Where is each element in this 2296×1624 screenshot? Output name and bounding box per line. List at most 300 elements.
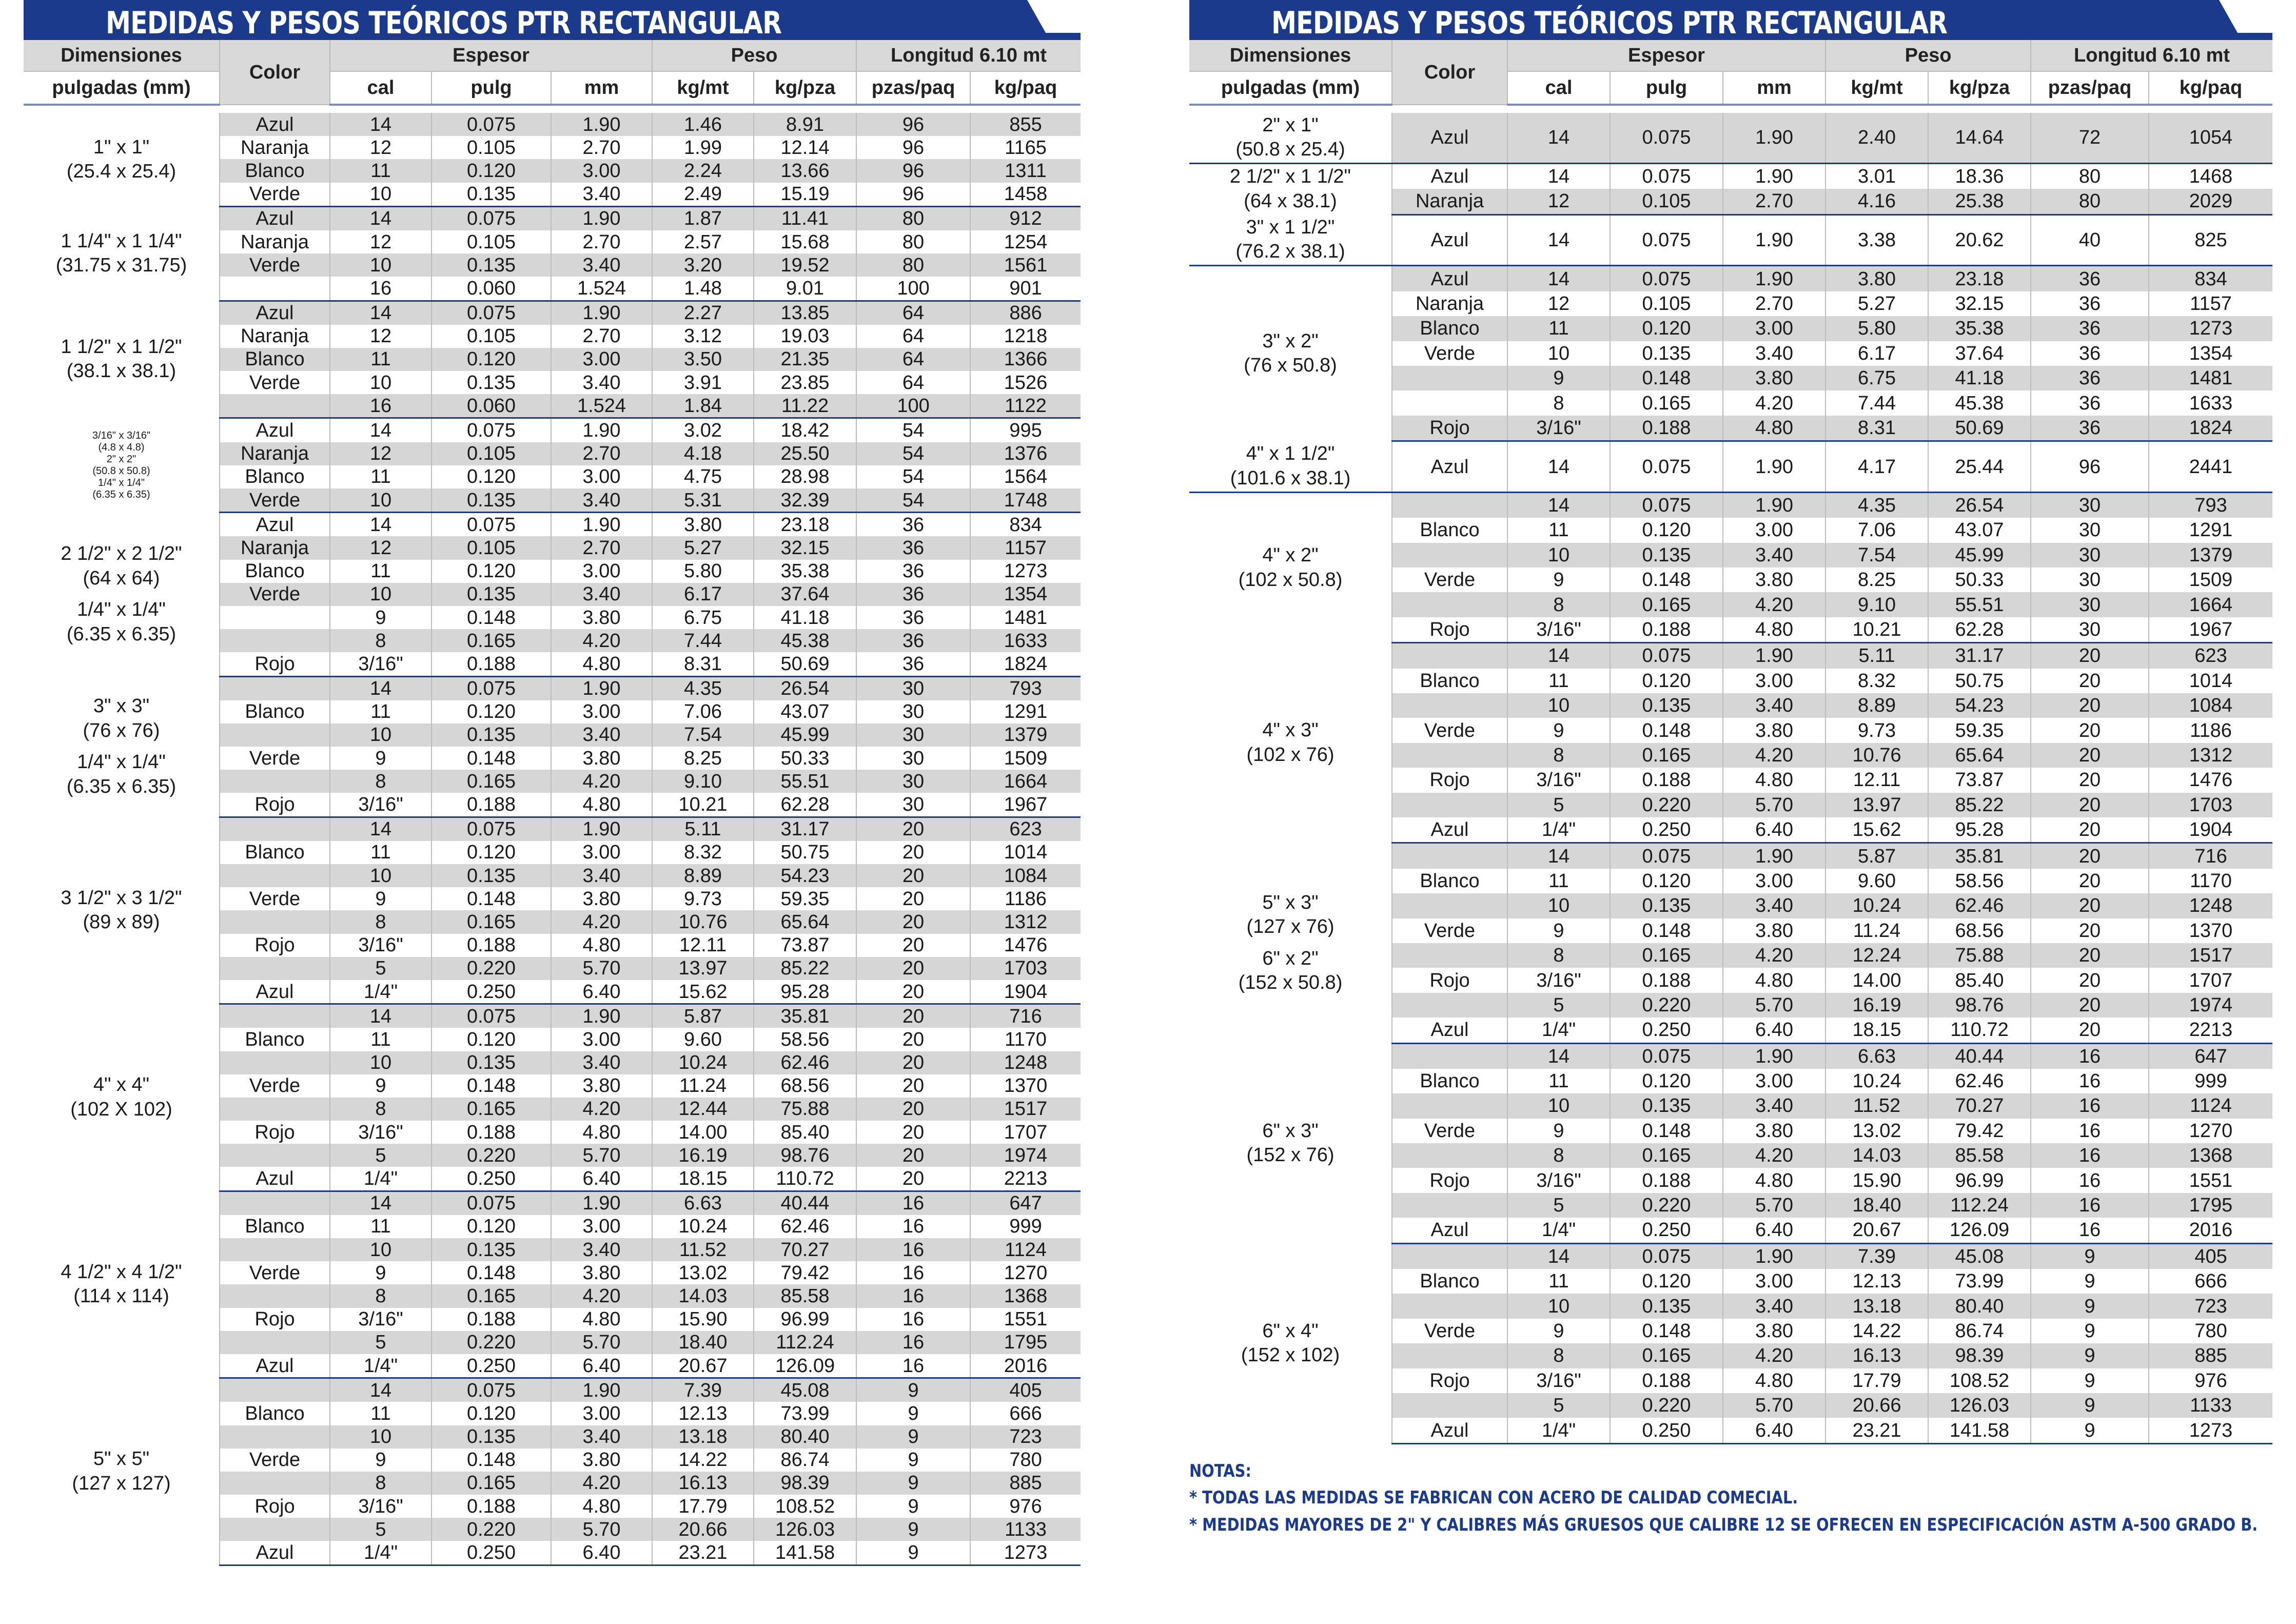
cell-cal: 14	[1507, 1243, 1610, 1269]
cell-color: Verde	[220, 887, 330, 910]
table-row	[24, 418, 1081, 442]
cell-pulg: 0.188	[1610, 617, 1723, 643]
cell-kg-mt: 8.89	[1826, 693, 1928, 718]
cell-mm: 3.80	[551, 1449, 652, 1472]
notes-line-1: * TODAS LAS MEDIDAS SE FABRICAN CON ACERO DE CALIDAD COMECIAL.	[1189, 1488, 1798, 1509]
cell-kg-mt: 3.50	[652, 348, 754, 371]
cell-mm: 4.20	[551, 629, 652, 652]
cell-kg-mt: 2.27	[652, 301, 754, 325]
cell-kg-mt: 3.20	[652, 253, 754, 277]
cell-kg-pza: 73.99	[1928, 1269, 2031, 1294]
cell-kg-mt: 14.00	[1826, 968, 1928, 992]
cell-color: Azul	[220, 980, 330, 1004]
cell-pzas-paq: 20	[856, 1028, 970, 1051]
cell-mm: 1.90	[551, 676, 652, 700]
cell-kg-pza: 50.69	[754, 652, 856, 676]
cell-pulg: 0.075	[431, 676, 551, 700]
cell-kg-pza: 23.18	[1928, 266, 2031, 291]
cell-kg-paq: 1633	[2149, 390, 2272, 415]
cell-pulg: 0.120	[431, 700, 551, 723]
cell-pulg: 0.220	[1610, 993, 1723, 1018]
cell-cal: 8	[330, 770, 431, 793]
cell-color	[1392, 543, 1507, 568]
cell-pzas-paq: 16	[2031, 1093, 2149, 1118]
cell-pzas-paq: 20	[856, 1121, 970, 1144]
cell-pzas-paq: 9	[856, 1449, 970, 1472]
cell-color	[1392, 1343, 1507, 1368]
cell-cal: 14	[330, 113, 431, 136]
notes-heading: NOTAS:	[1189, 1460, 1251, 1481]
dimension-line: (76 x 76)	[83, 719, 160, 741]
cell-pulg: 0.148	[1610, 918, 1723, 943]
cell-mm: 6.40	[551, 1354, 652, 1378]
cell-color	[220, 676, 330, 700]
cell-pulg: 0.148	[431, 606, 551, 629]
cell-pzas-paq: 16	[856, 1261, 970, 1284]
cell-kg-paq: 2441	[2149, 441, 2272, 493]
cell-kg-paq: 1186	[970, 887, 1081, 910]
cell-color	[220, 957, 330, 980]
cell-kg-mt: 8.89	[652, 864, 754, 887]
cell-pulg: 0.135	[431, 723, 551, 747]
cell-cal: 1/4"	[330, 1541, 431, 1565]
cell-pzas-paq: 30	[856, 770, 970, 793]
cell-cal: 3/16"	[330, 934, 431, 957]
cell-mm: 2.70	[1723, 189, 1826, 214]
cell-cal: 10	[330, 864, 431, 887]
cell-color	[220, 1472, 330, 1495]
cell-pzas-paq: 20	[2031, 843, 2149, 869]
dimension-line: (38.1 x 38.1)	[66, 360, 176, 382]
cell-mm: 3.00	[1723, 669, 1826, 693]
cell-kg-pza: 80.40	[1928, 1294, 2031, 1318]
cell-cal: 12	[330, 230, 431, 253]
cell-pulg: 0.075	[1610, 1043, 1723, 1069]
cell-mm: 5.70	[1723, 1193, 1826, 1218]
table-row	[1189, 843, 2272, 869]
cell-pulg: 0.135	[1610, 1093, 1723, 1118]
cell-pulg: 0.165	[431, 629, 551, 652]
cell-pzas-paq: 20	[2031, 693, 2149, 718]
cell-kg-pza: 126.03	[754, 1518, 856, 1541]
cell-kg-pza: 43.07	[754, 700, 856, 723]
cell-mm: 1.90	[1723, 1043, 1826, 1069]
cell-mm: 3.00	[1723, 1269, 1826, 1294]
cell-kg-mt: 10.24	[652, 1051, 754, 1074]
cell-pzas-paq: 9	[856, 1425, 970, 1449]
cell-pulg: 0.148	[431, 1261, 551, 1284]
cell-kg-paq: 1551	[2149, 1168, 2272, 1192]
cell-color: Naranja	[220, 325, 330, 348]
cell-pzas-paq: 16	[2031, 1143, 2149, 1168]
header-longitud: Longitud 6.10 mt	[2031, 40, 2272, 71]
cell-pzas-paq: 100	[856, 277, 970, 301]
cell-kg-mt: 2.24	[652, 159, 754, 182]
cell-kg-paq: 1366	[970, 348, 1081, 371]
cell-pzas-paq: 96	[856, 113, 970, 136]
cell-pzas-paq: 36	[856, 606, 970, 629]
cell-mm: 4.20	[1723, 1143, 1826, 1168]
cell-kg-mt: 6.63	[1826, 1043, 1928, 1069]
cell-color: Naranja	[1392, 291, 1507, 316]
cell-color: Blanco	[1392, 1069, 1507, 1093]
dimension-cell	[24, 513, 220, 676]
cell-kg-pza: 80.40	[754, 1425, 856, 1449]
cell-pulg: 0.148	[1610, 568, 1723, 592]
dimension-cell	[1189, 492, 1392, 642]
cell-cal: 3/16"	[1507, 617, 1610, 643]
cell-kg-pza: 58.56	[1928, 869, 2031, 893]
cell-color: Blanco	[220, 560, 330, 583]
cell-kg-mt: 20.67	[652, 1354, 754, 1378]
cell-kg-pza: 13.85	[754, 301, 856, 325]
cell-kg-pza: 70.27	[754, 1238, 856, 1261]
cell-kg-mt: 7.54	[1826, 543, 1928, 568]
cell-pzas-paq: 16	[856, 1238, 970, 1261]
notes-line-2: * MEDIDAS MAYORES DE 2" Y CALIBRES MÁS GRUESOS QUE CALIBRE 12 SE OFRECEN EN ESPECIFICACIÓN ASTM A-500 GRADO B.	[1189, 1515, 2258, 1536]
cell-pulg: 0.075	[1610, 113, 1723, 163]
cell-color	[220, 1331, 330, 1354]
cell-kg-paq: 1014	[970, 841, 1081, 864]
cell-mm: 1.524	[551, 394, 652, 418]
cell-kg-mt: 11.24	[1826, 918, 1928, 943]
dimension-line: (50.8 x 50.8)	[92, 465, 150, 477]
cell-kg-mt: 8.25	[652, 747, 754, 770]
cell-kg-pza: 20.62	[1928, 214, 2031, 266]
cell-kg-pza: 37.64	[1928, 341, 2031, 366]
cell-pzas-paq: 30	[2031, 518, 2149, 542]
header-kg-paq: kg/paq	[970, 71, 1081, 105]
cell-kg-pza: 85.22	[1928, 793, 2031, 817]
cell-color: Verde	[220, 583, 330, 606]
cell-pulg: 0.165	[431, 910, 551, 933]
cell-kg-pza: 40.44	[1928, 1043, 2031, 1069]
cell-mm: 3.40	[1723, 543, 1826, 568]
cell-kg-pza: 45.08	[754, 1378, 856, 1402]
cell-kg-mt: 4.35	[652, 676, 754, 700]
cell-kg-paq: 1218	[970, 325, 1081, 348]
cell-kg-pza: 32.39	[754, 488, 856, 513]
header-kg-mt: kg/mt	[652, 71, 754, 105]
cell-pulg: 0.165	[431, 1284, 551, 1307]
cell-kg-pza: 11.22	[754, 394, 856, 418]
cell-kg-mt: 7.06	[652, 700, 754, 723]
cell-pulg: 0.105	[431, 442, 551, 465]
cell-pzas-paq: 16	[2031, 1218, 2149, 1243]
cell-mm: 1.90	[1723, 163, 1826, 189]
header-dim-units: pulgadas (mm)	[1189, 71, 1392, 105]
cell-kg-pza: 25.50	[754, 442, 856, 465]
cell-kg-pza: 86.74	[754, 1449, 856, 1472]
cell-kg-paq: 1273	[970, 560, 1081, 583]
cell-cal: 14	[1507, 843, 1610, 869]
cell-color	[220, 723, 330, 747]
dimension-line: (50.8 x 25.4)	[1235, 139, 1345, 161]
cell-mm: 4.80	[551, 934, 652, 957]
cell-pzas-paq: 20	[2031, 918, 2149, 943]
cell-kg-mt: 10.24	[1826, 1069, 1928, 1093]
table-row	[24, 1191, 1081, 1215]
cell-kg-paq: 885	[970, 1472, 1081, 1495]
cell-color	[220, 394, 330, 418]
cell-cal: 9	[330, 1449, 431, 1472]
cell-color: Naranja	[220, 442, 330, 465]
cell-pulg: 0.135	[431, 183, 551, 207]
cell-mm: 4.80	[551, 1308, 652, 1331]
cell-mm: 2.70	[551, 536, 652, 559]
cell-color: Azul	[1392, 817, 1507, 843]
cell-color: Blanco	[220, 841, 330, 864]
cell-kg-paq: 976	[970, 1495, 1081, 1518]
cell-color: Azul	[1392, 1218, 1507, 1243]
cell-pzas-paq: 20	[856, 934, 970, 957]
cell-cal: 11	[330, 348, 431, 371]
table-row	[1189, 163, 2272, 189]
dimension-cell	[24, 676, 220, 817]
dimension-cell	[1189, 643, 1392, 843]
cell-kg-mt: 9.10	[652, 770, 754, 793]
cell-color: Rojo	[1392, 617, 1507, 643]
cell-pzas-paq: 20	[856, 980, 970, 1004]
cell-cal: 11	[1507, 1269, 1610, 1294]
cell-pulg: 0.220	[1610, 1393, 1723, 1418]
cell-cal: 14	[1507, 214, 1610, 266]
dimension-line: (64 x 38.1)	[1244, 190, 1337, 212]
cell-color: Blanco	[220, 1028, 330, 1051]
cell-kg-mt: 12.11	[652, 934, 754, 957]
cell-pzas-paq: 16	[856, 1331, 970, 1354]
cell-kg-paq: 1664	[970, 770, 1081, 793]
cell-pulg: 0.135	[431, 1425, 551, 1449]
cell-pzas-paq: 20	[856, 1051, 970, 1074]
cell-kg-mt: 12.44	[652, 1098, 754, 1121]
cell-pzas-paq: 9	[2031, 1418, 2149, 1443]
cell-pzas-paq: 64	[856, 325, 970, 348]
cell-cal: 3/16"	[330, 652, 431, 676]
cell-pzas-paq: 20	[2031, 943, 2149, 968]
header-peso: Peso	[1826, 40, 2031, 71]
dimension-line: 3" x 1 1/2"	[1246, 216, 1335, 238]
cell-mm: 6.40	[1723, 1018, 1826, 1043]
cell-cal: 12	[330, 442, 431, 465]
cell-kg-paq: 1273	[2149, 316, 2272, 341]
cell-color: Rojo	[220, 934, 330, 957]
cell-pzas-paq: 64	[856, 301, 970, 325]
dimension-line: 2" x 2"	[106, 453, 136, 465]
cell-pzas-paq: 30	[856, 723, 970, 747]
cell-pulg: 0.220	[1610, 793, 1723, 817]
dimension-cell	[24, 1004, 220, 1191]
cell-color: Rojo	[1392, 1168, 1507, 1192]
cell-pzas-paq: 20	[2031, 793, 2149, 817]
cell-kg-paq: 1795	[970, 1331, 1081, 1354]
cell-kg-pza: 73.99	[754, 1402, 856, 1425]
cell-color: Azul	[1392, 113, 1507, 163]
cell-kg-pza: 50.69	[1928, 416, 2031, 441]
cell-kg-mt: 12.13	[652, 1402, 754, 1425]
cell-kg-pza: 31.17	[754, 817, 856, 841]
cell-kg-paq: 1368	[970, 1284, 1081, 1307]
cell-cal: 9	[330, 887, 431, 910]
cell-pulg: 0.075	[1610, 214, 1723, 266]
dimension-line: 5" x 3"	[1262, 891, 1319, 913]
cell-kg-pza: 26.54	[754, 676, 856, 700]
table-row	[1189, 492, 2272, 518]
dimension-line: 2 1/2" x 2 1/2"	[61, 543, 182, 565]
cell-mm: 3.40	[551, 371, 652, 394]
dimension-cell	[1189, 163, 1392, 214]
cell-color	[220, 770, 330, 793]
table-row	[24, 1004, 1081, 1028]
cell-kg-mt: 16.13	[652, 1472, 754, 1495]
cell-pzas-paq: 9	[856, 1402, 970, 1425]
cell-kg-mt: 9.73	[1826, 718, 1928, 742]
cell-kg-paq: 1370	[970, 1074, 1081, 1098]
cell-mm: 4.80	[1723, 416, 1826, 441]
cell-pulg: 0.075	[1610, 266, 1723, 291]
cell-kg-pza: 98.76	[754, 1144, 856, 1167]
cell-kg-paq: 1707	[2149, 968, 2272, 992]
spec-table-right	[1189, 40, 2272, 1444]
cell-mm: 3.40	[551, 183, 652, 207]
page-title: MEDIDAS Y PESOS TEÓRICOS PTR RECTANGULAR	[106, 5, 782, 41]
dimension-line: (25.4 x 25.4)	[66, 161, 176, 183]
dimension-line: (152 x 76)	[1246, 1144, 1335, 1166]
cell-kg-mt: 4.16	[1826, 189, 1928, 214]
cell-kg-paq: 1157	[2149, 291, 2272, 316]
cell-pzas-paq: 9	[2031, 1319, 2149, 1343]
cell-kg-paq: 1824	[2149, 416, 2272, 441]
cell-cal: 3/16"	[1507, 1168, 1610, 1192]
cell-cal: 12	[330, 136, 431, 159]
cell-kg-pza: 18.36	[1928, 163, 2031, 189]
cell-kg-paq: 1165	[970, 136, 1081, 159]
cell-kg-mt: 13.97	[652, 957, 754, 980]
cell-mm: 1.90	[1723, 643, 1826, 669]
header-color: Color	[220, 40, 330, 105]
cell-cal: 1/4"	[1507, 1018, 1610, 1043]
cell-color	[1392, 592, 1507, 617]
cell-kg-pza: 85.40	[1928, 968, 2031, 992]
cell-pzas-paq: 20	[856, 887, 970, 910]
cell-pzas-paq: 36	[856, 583, 970, 606]
cell-kg-pza: 50.33	[754, 747, 856, 770]
cell-kg-mt: 3.01	[1826, 163, 1928, 189]
cell-cal: 11	[330, 159, 431, 182]
cell-color	[1392, 1243, 1507, 1269]
cell-kg-paq: 1561	[970, 253, 1081, 277]
cell-cal: 10	[330, 1425, 431, 1449]
cell-kg-pza: 126.09	[1928, 1218, 2031, 1243]
table-row	[24, 676, 1081, 700]
cell-pzas-paq: 54	[856, 465, 970, 488]
cell-cal: 10	[1507, 893, 1610, 918]
cell-kg-mt: 5.80	[1826, 316, 1928, 341]
header-kg-paq: kg/paq	[2149, 71, 2272, 105]
dimension-line: (6.35 x 6.35)	[66, 775, 176, 797]
cell-cal: 14	[330, 1378, 431, 1402]
cell-kg-pza: 73.87	[1928, 768, 2031, 792]
cell-kg-paq: 1633	[970, 629, 1081, 652]
cell-pulg: 0.105	[431, 536, 551, 559]
header-kg-mt: kg/mt	[1826, 71, 1928, 105]
cell-kg-paq: 623	[2149, 643, 2272, 669]
dimension-line: 4 1/2" x 4 1/2"	[61, 1261, 182, 1283]
cell-pzas-paq: 16	[856, 1284, 970, 1307]
cell-cal: 8	[1507, 1143, 1610, 1168]
cell-pulg: 0.120	[431, 1402, 551, 1425]
cell-kg-mt: 20.67	[1826, 1218, 1928, 1243]
cell-pzas-paq: 30	[2031, 617, 2149, 643]
cell-pulg: 0.075	[431, 418, 551, 442]
cell-cal: 5	[330, 1331, 431, 1354]
cell-cal: 3/16"	[1507, 968, 1610, 992]
cell-kg-paq: 1795	[2149, 1193, 2272, 1218]
cell-kg-paq: 1291	[2149, 518, 2272, 542]
dimension-line: 6" x 2"	[1262, 947, 1319, 969]
dimension-line: 2" x 1"	[1262, 114, 1319, 136]
cell-cal: 1/4"	[330, 1354, 431, 1378]
cell-kg-paq: 1564	[970, 465, 1081, 488]
cell-kg-paq: 1526	[970, 371, 1081, 394]
cell-color	[220, 1004, 330, 1028]
cell-kg-paq: 1311	[970, 159, 1081, 182]
cell-kg-mt: 6.75	[1826, 366, 1928, 390]
cell-color: Verde	[1392, 1319, 1507, 1343]
cell-cal: 1/4"	[1507, 1218, 1610, 1243]
cell-cal: 9	[330, 1261, 431, 1284]
cell-mm: 4.80	[551, 793, 652, 817]
table-row	[1189, 1043, 2272, 1069]
cell-pulg: 0.135	[431, 488, 551, 513]
cell-kg-paq: 1379	[970, 723, 1081, 747]
cell-mm: 3.00	[1723, 869, 1826, 893]
cell-color: Verde	[220, 1074, 330, 1098]
cell-pzas-paq: 20	[2031, 968, 2149, 992]
cell-cal: 11	[1507, 518, 1610, 542]
cell-pzas-paq: 36	[2031, 341, 2149, 366]
cell-mm: 4.80	[1723, 768, 1826, 792]
cell-cal: 11	[330, 700, 431, 723]
cell-kg-mt: 10.24	[652, 1215, 754, 1238]
cell-cal: 8	[330, 1284, 431, 1307]
cell-mm: 3.80	[551, 887, 652, 910]
cell-mm: 4.20	[551, 1284, 652, 1307]
cell-kg-mt: 17.79	[1826, 1368, 1928, 1393]
cell-kg-pza: 79.42	[1928, 1119, 2031, 1143]
cell-kg-paq: 1481	[970, 606, 1081, 629]
cell-color	[220, 864, 330, 887]
cell-color	[220, 1378, 330, 1402]
dimension-cell	[1189, 441, 1392, 493]
cell-pzas-paq: 80	[2031, 163, 2149, 189]
cell-pzas-paq: 9	[2031, 1393, 2149, 1418]
cell-kg-paq: 2029	[2149, 189, 2272, 214]
cell-pzas-paq: 20	[2031, 768, 2149, 792]
cell-color: Blanco	[220, 465, 330, 488]
cell-cal: 5	[1507, 793, 1610, 817]
cell-kg-paq: 1170	[970, 1028, 1081, 1051]
cell-pzas-paq: 54	[856, 442, 970, 465]
cell-kg-paq: 623	[970, 817, 1081, 841]
cell-cal: 9	[1507, 366, 1610, 390]
cell-mm: 3.00	[551, 348, 652, 371]
cell-kg-mt: 5.11	[1826, 643, 1928, 669]
cell-kg-pza: 108.52	[1928, 1368, 2031, 1393]
cell-kg-pza: 25.44	[1928, 441, 2031, 493]
cell-cal: 16	[330, 394, 431, 418]
cell-color: Blanco	[1392, 1269, 1507, 1294]
